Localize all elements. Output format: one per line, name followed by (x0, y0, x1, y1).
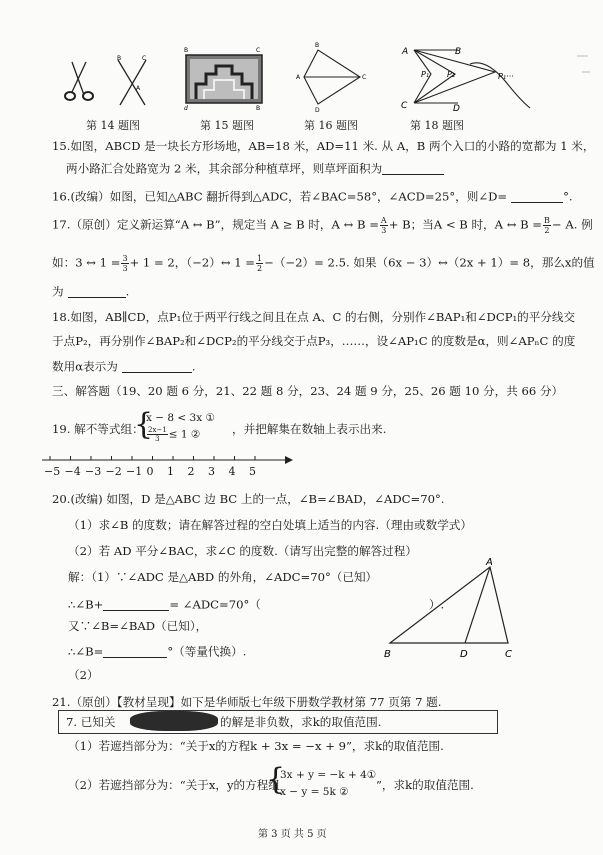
number-line-tick-label: −1 (126, 465, 143, 478)
svg-text:B: B (384, 649, 391, 660)
q21-box-text-a: 7. 已知关 (66, 715, 116, 729)
svg-text:C: C (256, 47, 261, 54)
section3-heading: 三、解答题（19、20 题 6 分，21、22 题 8 分，23、24 题 9 分，25、26 题 10 分，共 66 分） (52, 384, 564, 398)
fig18-caption: 第 18 题图 (410, 119, 464, 132)
svg-text:A: A (296, 74, 301, 81)
q15-answer-blank[interactable] (382, 162, 444, 175)
q21-sys2: x − y = 5k ② (280, 786, 349, 798)
q20-sol1: 解：（1）∵∠ADC 是△ABD 的外角，∠ADC=70°（已知） (68, 570, 378, 584)
q17-answer-blank[interactable] (68, 285, 126, 298)
fig15-caption: 第 15 题图 (200, 119, 254, 132)
svg-text:A: A (402, 47, 409, 57)
number-line-tick-label: 3 (208, 465, 215, 478)
q21-part2-prefix: （2）若遮挡部分为：“关于x，y的方程组 (68, 778, 280, 792)
q18-answer-blank[interactable] (122, 360, 192, 373)
q20-sol3: 又∵∠B=∠BAD（已知）， (68, 619, 208, 633)
q21-box-text-b: 的解是非负数，求k的取值范围. (220, 715, 382, 729)
q15-line1: 15.如图，ABCD 是一块长方形场地，AB=18 米，AD=11 米. 从 A，B 两个入口的小路的宽都为 1 米， (52, 139, 595, 153)
q18-line1: 18.如图，AB∥CD，点P₁位于两平行线之间且在点 A、C 的右侧，分别作∠BAP₁和∠DCP₁的平分线交 (52, 310, 576, 324)
q20-part2: （2）若 AD 平分∠BAC，求∠C 的度数.（请写出完整的解答过程） (68, 544, 417, 558)
fig15-diagram (186, 55, 262, 103)
number-line-tick-label: −2 (105, 465, 122, 478)
number-line-tick-label: −5 (44, 465, 61, 478)
q17-line2: 如：3 ↔ 1 = $\frac{3}{3}$ + 1 = 2，（−2）↔ 1 = $\frac{1}{2}$ −（−2）= 2.5. 如果（6x − 3）↔（2x + 1）= 8，那么x的值 (52, 254, 595, 273)
q18-line3: 数用α表示为 . (52, 359, 196, 374)
number-line-tick-label: −3 (85, 465, 102, 478)
q17-line1: 17.（原创）定义新运算“A ↔ B”，规定当 A ≥ B 时，A ↔ B = $\frac{A}{3}$ + B；当A < B 时，A ↔ B = $\frac{B}{2}$ − A. 例 (52, 216, 593, 235)
q20-part1: （1）求∠B 的度数；请在解答过程的空白处填上适当的内容.（理由或数学式） (68, 518, 472, 532)
q19-brace: { (134, 407, 154, 442)
q20-sol4: ∴∠B= °（等量代换）. (68, 644, 247, 659)
q20-blank3[interactable] (103, 645, 167, 658)
q19-suffix: ，并把解集在数轴上表示出来. (232, 422, 387, 436)
svg-text:B: B (315, 42, 320, 49)
q21-stem: 21.（原创）【教材呈现】如下是华师版七年级下册数学教材第 77 页第 7 题. (52, 695, 442, 709)
fig14-label-c: C (142, 55, 147, 62)
fig16-diagram (304, 50, 360, 104)
svg-text:C: C (401, 101, 408, 111)
svg-text:P₁: P₁ (421, 70, 430, 79)
number-line-tick-label: 2 (187, 465, 195, 478)
svg-text:B: B (455, 47, 462, 57)
number-line-tick-label: −4 (64, 465, 81, 478)
fig14-caption: 第 14 题图 (86, 119, 140, 132)
q20-sol5: （2） (68, 668, 99, 682)
svg-text:C: C (362, 74, 367, 81)
q15-line2: 两小路汇合处路宽为 2 米，其余部分种植草坪，则草坪面积为 (66, 162, 444, 175)
svg-text:A: A (486, 557, 493, 568)
figures-row (0, 0, 603, 130)
svg-text:P₁···: P₁··· (498, 72, 514, 81)
q16-line: 16.(改编）如图，已知△ABC 翻折得到△ADC，若∠BAC=58°，∠ACD=25°，则∠D= °. (52, 189, 573, 204)
q21-part1: （1）若遮挡部分为：“关于x的方程k + 3x = −x + 9”，求k的取值范围. (68, 739, 444, 753)
fig14-label-a: A (136, 85, 141, 92)
number-line-tick-label: 0 (146, 465, 154, 478)
q17-line3: 为 . (52, 284, 130, 299)
fig14-diagram (65, 60, 146, 105)
obscured-region (130, 711, 218, 731)
svg-text:C: C (505, 649, 512, 660)
svg-text:P₂: P₂ (447, 70, 456, 79)
q19-ineq2: $\frac{2x-1}{3}$ ≤ 1 ② (148, 426, 201, 443)
svg-text:B: B (184, 47, 189, 54)
q20-blank1[interactable] (103, 598, 169, 611)
q21-brace: { (266, 762, 286, 797)
q21-part2-suffix: ”，求k的取值范围. (376, 778, 474, 792)
q16-answer-blank[interactable] (511, 190, 563, 203)
q20-stem: 20.(改编) 如图，D 是△ABC 边 BC 上的一点，∠B=∠BAD，∠ADC=70°. (52, 492, 445, 506)
q19-ineq1: x − 8 < 3x ① (146, 412, 215, 424)
number-line-tick-label: 5 (249, 465, 256, 478)
page-footer: 第 3 页 共 5 页 (258, 829, 327, 840)
q21-sys1: 3x + y = −k + 4① (280, 769, 377, 781)
number-line-tick-label: 1 (167, 465, 174, 478)
q19-prefix: 19. 解不等式组： (52, 422, 144, 436)
number-line-tick-label: 4 (228, 465, 236, 478)
fig16-caption: 第 16 题图 (304, 119, 358, 132)
q18-line2: 于点P₂，再分别作∠BAP₂和∠DCP₂的平分线交于点P₃，……，设∠AP₁C 的度数是α，则∠APₙC 的度 (52, 334, 576, 348)
svg-text:B: B (256, 105, 261, 112)
svg-text:D: D (315, 107, 320, 114)
q20-sol2: ∴∠B+ = ∠ADC=70°（ ）. (68, 597, 445, 612)
q20-triangle (380, 555, 520, 665)
svg-text:D: D (453, 104, 460, 114)
svg-text:d: d (184, 105, 188, 112)
svg-text:D: D (460, 649, 468, 660)
fig14-label-b: B (117, 55, 122, 62)
